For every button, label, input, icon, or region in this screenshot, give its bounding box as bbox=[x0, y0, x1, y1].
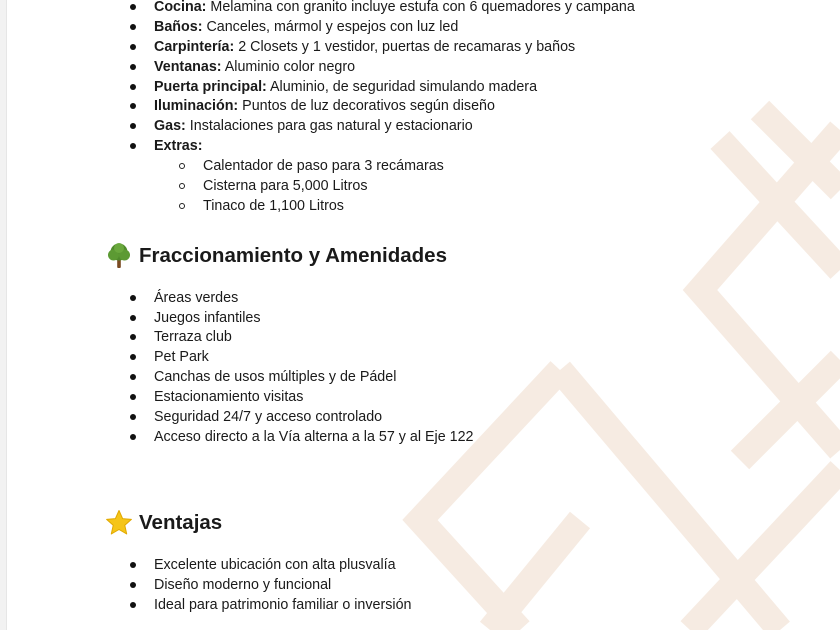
bullet bbox=[130, 103, 136, 109]
extras-text: Cisterna para 5,000 Litros bbox=[203, 178, 368, 194]
bullet bbox=[130, 315, 136, 321]
spec-text: Melamina con granito incluye estufa con 6 quemadores y campana bbox=[206, 0, 635, 15]
hollow-bullet bbox=[179, 163, 185, 169]
spec-label: Carpintería: bbox=[154, 39, 235, 55]
amenity-text: Acceso directo a la Vía alterna a la 57 y al Eje 122 bbox=[154, 429, 474, 445]
extras-text: Calentador de paso para 3 recámaras bbox=[203, 158, 444, 174]
advantages-title: Ventajas bbox=[139, 511, 223, 534]
spec-label: Extras: bbox=[154, 138, 203, 154]
hollow-bullet bbox=[179, 183, 185, 189]
amenity-text: Pet Park bbox=[154, 349, 209, 365]
amenity-text: Canchas de usos múltiples y de Pádel bbox=[154, 369, 397, 385]
tree-icon bbox=[105, 242, 133, 270]
bullet bbox=[130, 354, 136, 360]
bullet bbox=[130, 123, 136, 129]
bullet bbox=[130, 434, 136, 440]
amenity-text: Terraza club bbox=[154, 329, 232, 345]
amenities-title: Fraccionamiento y Amenidades bbox=[139, 244, 447, 267]
spec-text: Instalaciones para gas natural y estacionario bbox=[185, 118, 473, 134]
bullet bbox=[130, 4, 136, 10]
amenity-text: Estacionamiento visitas bbox=[154, 389, 304, 405]
spec-text: Canceles, mármol y espejos con luz led bbox=[202, 19, 459, 35]
extras-text: Tinaco de 1,100 Litros bbox=[203, 198, 344, 214]
spec-text: 2 Closets y 1 vestidor, puertas de recamaras y baños bbox=[234, 39, 576, 55]
bullet bbox=[130, 143, 136, 149]
advantage-text: Excelente ubicación con alta plusvalía bbox=[154, 557, 396, 573]
spec-text: Aluminio, de seguridad simulando madera bbox=[266, 79, 538, 95]
bullet bbox=[130, 295, 136, 301]
amenity-text: Seguridad 24/7 y acceso controlado bbox=[154, 409, 383, 425]
spec-label: Cocina: bbox=[154, 0, 207, 15]
hollow-bullet bbox=[179, 203, 185, 209]
spec-text: Aluminio color negro bbox=[221, 59, 356, 75]
spec-label: Puerta principal: bbox=[154, 79, 267, 95]
amenity-text: Áreas verdes bbox=[154, 290, 239, 306]
advantage-text: Ideal para patrimonio familiar o inversión bbox=[154, 597, 412, 613]
bullet bbox=[130, 394, 136, 400]
bullet bbox=[130, 602, 136, 608]
spec-text: Puntos de luz decorativos según diseño bbox=[238, 98, 495, 114]
bullet bbox=[130, 44, 136, 50]
star-icon bbox=[105, 509, 133, 537]
bullet bbox=[130, 374, 136, 380]
bullet bbox=[130, 334, 136, 340]
amenity-text: Juegos infantiles bbox=[154, 310, 261, 326]
advantage-text: Diseño moderno y funcional bbox=[154, 577, 332, 593]
spec-label: Ventanas: bbox=[154, 59, 222, 75]
bullet bbox=[130, 414, 136, 420]
bullet bbox=[130, 582, 136, 588]
bullet bbox=[130, 24, 136, 30]
bullet bbox=[130, 64, 136, 70]
spec-label: Iluminación: bbox=[154, 98, 239, 114]
bullet bbox=[130, 562, 136, 568]
bullet bbox=[130, 84, 136, 90]
spec-label: Gas: bbox=[154, 118, 186, 134]
spec-label: Baños: bbox=[154, 19, 203, 35]
